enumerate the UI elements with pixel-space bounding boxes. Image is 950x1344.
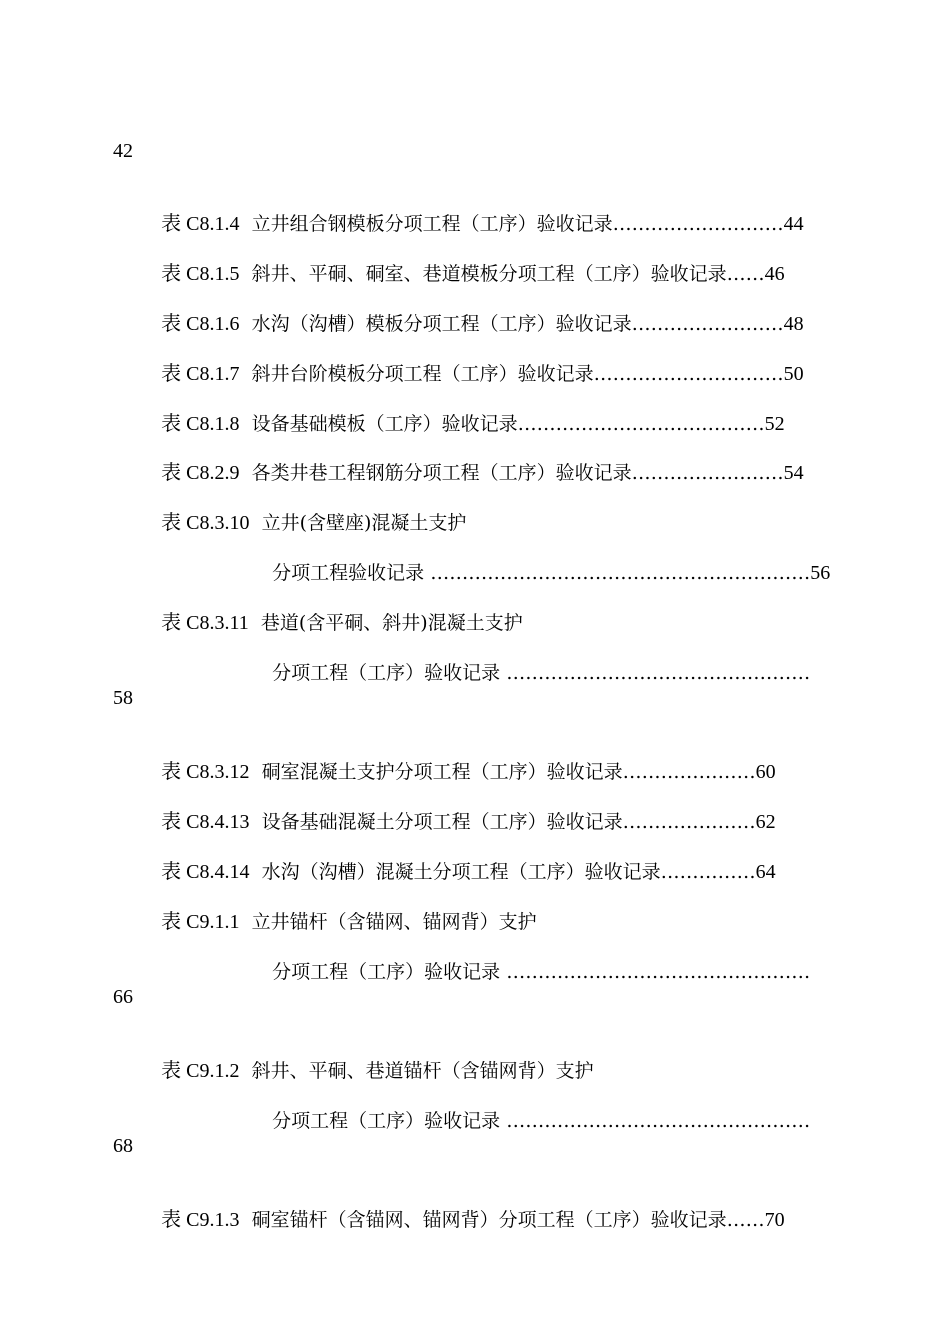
- toc-page-number: 66: [113, 986, 133, 1008]
- toc-entry-title: 分项工程（工序）验收记录: [272, 961, 501, 983]
- toc-entry-title: 巷道(含平硐、斜井)混凝土支护: [260, 612, 523, 634]
- toc-entry-title: 各类井巷工程钢筋分项工程（工序）验收记录: [251, 462, 632, 484]
- toc-entry-title: 硐室锚杆（含锚网、锚网背）分项工程（工序）验收记录: [251, 1209, 727, 1231]
- toc-entry-page: 46: [764, 263, 785, 285]
- toc-entry-title: 设备基础模板（工序）验收记录: [251, 413, 518, 435]
- toc-page-number: 58: [113, 687, 133, 709]
- toc-entry-id: 表 C8.3.12: [161, 761, 250, 783]
- toc-entry-page: 54: [783, 462, 804, 484]
- toc-entry-id: 表 C8.3.10: [161, 512, 250, 534]
- toc-leader: ……: [726, 263, 765, 285]
- toc-leader: …………………………: [593, 363, 784, 385]
- toc-page-number: 42: [113, 140, 133, 162]
- toc-entry-id: 表 C8.1.4: [161, 213, 240, 235]
- toc-entry-id: 表 C8.2.9: [161, 462, 240, 484]
- toc-entry-title: 分项工程（工序）验收记录: [272, 662, 501, 684]
- toc-leader: ………………………: [612, 213, 784, 235]
- toc-entry-title: 水沟（沟槽）混凝土分项工程（工序）验收记录: [261, 861, 661, 883]
- toc-entry-id: 表 C8.4.14: [161, 861, 250, 883]
- toc-page-number: 68: [113, 1135, 133, 1157]
- toc-entry-title: 分项工程（工序）验收记录: [272, 1110, 501, 1132]
- toc-entry-title: 立井组合钢模板分项工程（工序）验收记录: [251, 213, 613, 235]
- toc-entry-title: 斜井、平硐、巷道锚杆（含锚网背）支护: [251, 1060, 594, 1082]
- toc-entry-page: 60: [755, 761, 776, 783]
- toc-leader: …………………………………: [517, 413, 765, 435]
- toc-leader: …………………………………………: [506, 662, 811, 684]
- toc-entry-title: 斜井、平硐、硐室、巷道模板分项工程（工序）验收记录: [251, 263, 727, 285]
- toc-entry-title: 水沟（沟槽）模板分项工程（工序）验收记录: [251, 313, 632, 335]
- toc-entry-title: 设备基础混凝土分项工程（工序）验收记录: [261, 811, 623, 833]
- toc-leader: …………………: [622, 761, 756, 783]
- toc-entry-title: 斜井台阶模板分项工程（工序）验收记录: [251, 363, 594, 385]
- toc-entry-title: 硐室混凝土支护分项工程（工序）验收记录: [261, 761, 623, 783]
- toc-leader: ……………………: [631, 462, 784, 484]
- toc-entry-id: 表 C9.1.3: [161, 1209, 240, 1231]
- toc-entry-page: 56: [810, 562, 831, 584]
- toc-entry-title: 分项工程验收记录: [272, 562, 425, 584]
- toc-entry-title: 立井锚杆（含锚网、锚网背）支护: [251, 911, 537, 933]
- toc-leader: …………………………………………: [506, 1110, 811, 1132]
- toc-entry-id: 表 C8.1.7: [161, 363, 240, 385]
- toc-entry-id: 表 C8.1.8: [161, 413, 240, 435]
- toc-entry-page: 52: [764, 413, 785, 435]
- toc-entry-page: 44: [783, 213, 804, 235]
- toc-entry-id: 表 C9.1.1: [161, 911, 240, 933]
- toc-entry-id: 表 C8.1.6: [161, 313, 240, 335]
- toc-entry: [137, 1184, 785, 1256]
- toc-entry-page: 70: [764, 1209, 785, 1231]
- toc-entry-page: 62: [755, 811, 776, 833]
- toc-leader: …………………………………………: [506, 961, 811, 983]
- toc-entry-continuation: [248, 936, 810, 1008]
- toc-entry-page: 64: [755, 861, 776, 883]
- toc-entry-title: 立井(含壁座)混凝土支护: [261, 512, 467, 534]
- toc-entry-id: 表 C8.4.13: [161, 811, 250, 833]
- toc-entry-page: 48: [783, 313, 804, 335]
- toc-entry-id: 表 C8.1.5: [161, 263, 240, 285]
- toc-leader: ……: [726, 1209, 765, 1231]
- toc-leader: …………………: [622, 811, 756, 833]
- toc-entry-continuation: [248, 637, 810, 709]
- toc-leader: ……………: [660, 861, 756, 883]
- toc-entry-page: 50: [783, 363, 804, 385]
- toc-leader: ……………………………………………………: [430, 562, 811, 584]
- toc-entry-id: 表 C8.3.11: [161, 612, 249, 634]
- toc-leader: ……………………: [631, 313, 784, 335]
- toc-entry-continuation: [248, 1085, 810, 1157]
- toc-entry-id: 表 C9.1.2: [161, 1060, 240, 1082]
